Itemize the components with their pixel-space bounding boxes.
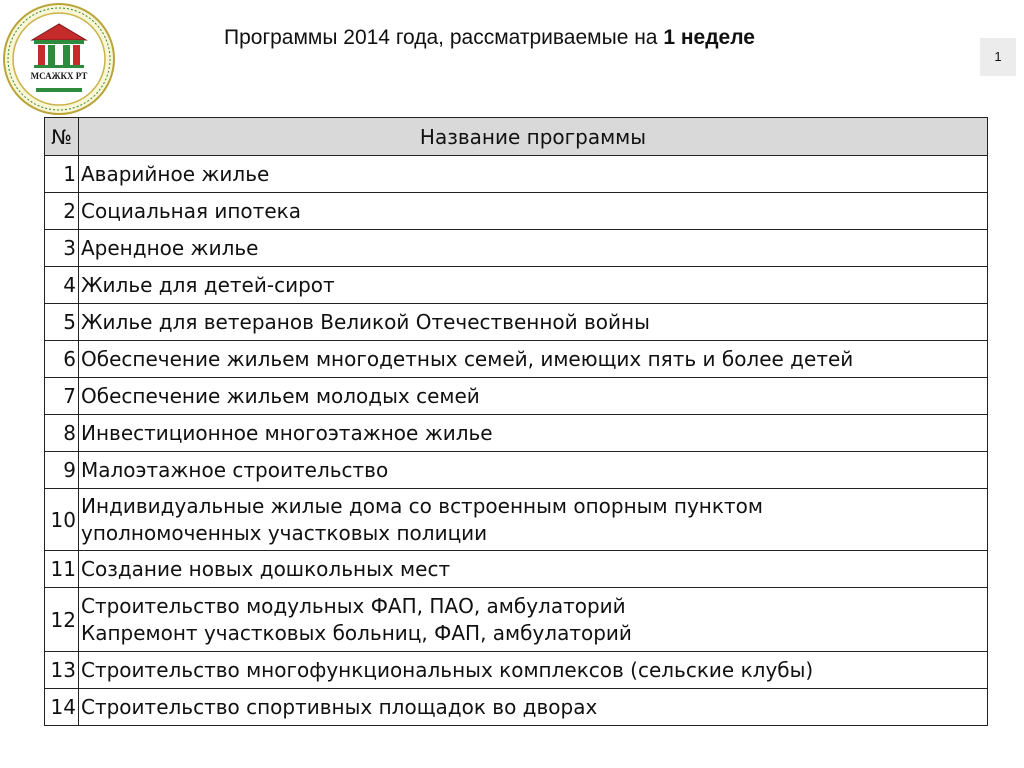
row-number: 3 <box>45 230 79 267</box>
table-body <box>45 156 988 726</box>
table-row <box>45 415 988 452</box>
table-row <box>45 489 988 551</box>
program-name-line: Строительство многофункциональных комплексов (сельские клубы) <box>81 657 814 682</box>
table-row <box>45 378 988 415</box>
table-row <box>45 452 988 489</box>
row-number: 11 <box>45 551 79 588</box>
row-number: 14 <box>45 689 79 726</box>
program-name-line: Строительство модульных ФАП, ПАО, амбулаторий <box>81 593 626 618</box>
program-name <box>79 193 988 230</box>
program-name <box>79 267 988 304</box>
row-number: 8 <box>45 415 79 452</box>
row-number: 6 <box>45 341 79 378</box>
program-name-line: Инвестиционное многоэтажное жилье <box>81 420 493 445</box>
row-number: 7 <box>45 378 79 415</box>
row-number: 1 <box>45 156 79 193</box>
table-header-row <box>45 118 988 156</box>
title-prefix: Программы 2014 года, рассматриваемые на <box>224 26 664 49</box>
program-name <box>79 304 988 341</box>
program-name-line: Обеспечение жильем многодетных семей, имеющих пять и более детей <box>81 346 854 371</box>
table-row <box>45 230 988 267</box>
table-row <box>45 689 988 726</box>
row-number: 9 <box>45 452 79 489</box>
row-number: 10 <box>45 489 79 551</box>
program-name <box>79 489 988 551</box>
row-number: 5 <box>45 304 79 341</box>
page-number: 1 <box>980 38 1016 76</box>
program-name-line: Строительство спортивных площадок во дворах <box>81 694 598 719</box>
programs-table <box>44 117 988 726</box>
program-name-line: Капремонт участковых больниц, ФАП, амбулаторий <box>81 620 632 645</box>
logo-text: МСАЖКХ РТ <box>30 71 88 81</box>
program-name <box>79 378 988 415</box>
table-row <box>45 156 988 193</box>
program-name-line: Обеспечение жильем молодых семей <box>81 383 480 408</box>
row-number: 13 <box>45 652 79 689</box>
table-row <box>45 193 988 230</box>
program-name <box>79 588 988 652</box>
program-name-line: Арендное жилье <box>81 235 259 260</box>
program-name <box>79 156 988 193</box>
program-name <box>79 689 988 726</box>
program-name <box>79 551 988 588</box>
program-name-line: Аварийное жилье <box>81 161 270 186</box>
program-name-line: уполномоченных участковых полиции <box>81 520 488 545</box>
program-name-line: Индивидуальные жилые дома со встроенным опорным пунктом <box>81 493 763 518</box>
program-name-line: Малоэтажное строительство <box>81 457 389 482</box>
row-number: 2 <box>45 193 79 230</box>
program-name <box>79 341 988 378</box>
program-name <box>79 230 988 267</box>
program-name-line: Жилье для ветеранов Великой Отечественной войны <box>81 309 650 334</box>
table-row <box>45 652 988 689</box>
table-row <box>45 551 988 588</box>
slide-title <box>224 26 755 50</box>
table-row <box>45 588 988 652</box>
header-number: № <box>45 118 79 156</box>
program-name <box>79 652 988 689</box>
program-name-line: Жилье для детей-сирот <box>81 272 335 297</box>
program-name-line: Создание новых дошкольных мест <box>81 556 451 581</box>
table-row <box>45 304 988 341</box>
header-name: Название программы <box>79 118 988 156</box>
program-name <box>79 415 988 452</box>
table-row <box>45 267 988 304</box>
program-name-line: Социальная ипотека <box>81 198 301 223</box>
row-number: 4 <box>45 267 79 304</box>
row-number: 12 <box>45 588 79 652</box>
title-emphasis: 1 неделе <box>663 26 755 49</box>
ministry-emblem-icon <box>2 2 116 116</box>
program-name <box>79 452 988 489</box>
table-row <box>45 341 988 378</box>
